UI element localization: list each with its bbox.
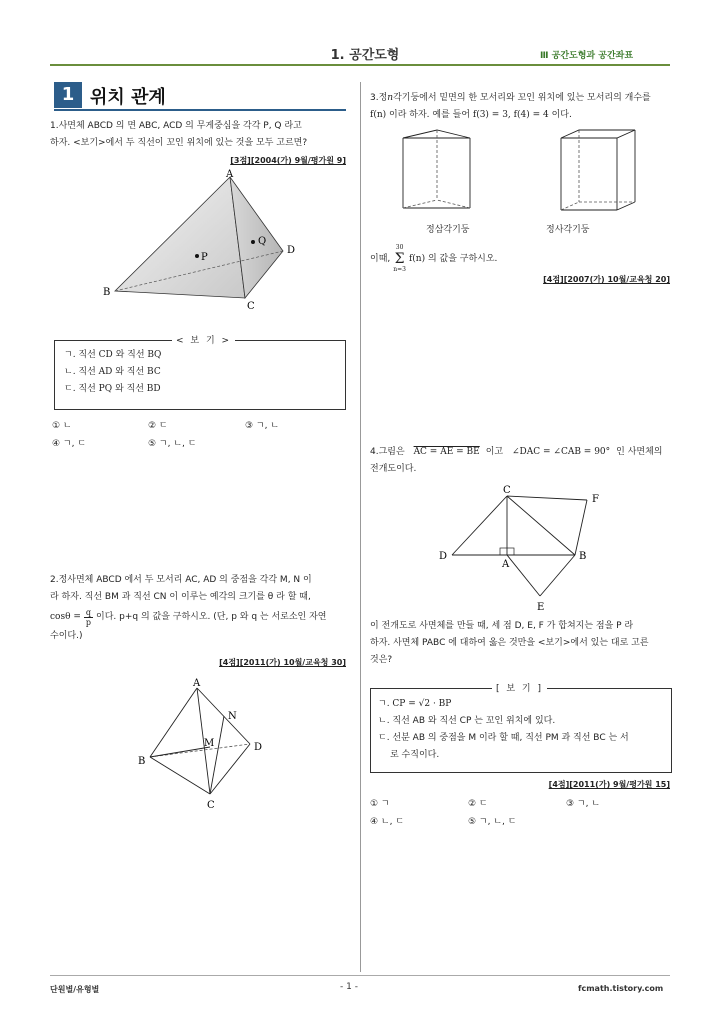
q4-number: 4. — [370, 447, 379, 457]
q3-text — [370, 90, 675, 124]
point-q — [251, 240, 255, 244]
q4-choice-5[interactable]: ⑤ ㄱ, ㄴ, ㄷ — [468, 817, 517, 827]
q1-number: 1. — [50, 121, 59, 131]
q4-choice-3[interactable]: ③ ㄱ, ㄴ — [566, 799, 601, 809]
q2-number: 2. — [50, 575, 59, 585]
page-header-title: 1. 공간도형 — [330, 48, 400, 63]
header-divider — [50, 64, 670, 66]
section-underline — [54, 109, 346, 111]
square-prism-figure — [555, 128, 655, 223]
segment-bm — [150, 747, 210, 757]
segment-cn — [210, 716, 224, 794]
q4-bogi-item-2: ㄴ. 직선 AB 와 직선 CP 는 꼬인 위치에 있다. — [378, 716, 556, 726]
q1-text — [50, 118, 350, 152]
q3-number: 3. — [370, 93, 379, 103]
page-number: - 1 - — [340, 982, 358, 992]
q1-tetrahedron-figure — [95, 165, 315, 315]
q1-bogi-item-1: ㄱ. 직선 CD 와 직선 BQ — [64, 350, 162, 360]
q1-line2: 하자. <보기>에서 두 직선이 꼬인 위치에 있는 것을 모두 고르면? — [50, 138, 308, 148]
q4-choice-4[interactable]: ④ ㄴ, ㄷ — [370, 817, 405, 827]
q3-sigma — [393, 244, 406, 274]
column-divider — [360, 82, 361, 972]
q1-choice-1[interactable]: ① ㄴ — [52, 421, 72, 431]
q3-sum-top: 30 — [395, 244, 404, 251]
q2-frac-den: p — [85, 617, 92, 627]
q2-tetrahedron-figure — [130, 672, 270, 817]
section-number-badge: 1 — [54, 82, 82, 108]
q4-bogi-title: [ 보 기 ] — [492, 681, 547, 694]
q4-line1c: 인 사면체의 — [616, 447, 663, 457]
label-c: C — [207, 800, 215, 811]
section-title: 위치 관계 — [90, 87, 166, 108]
q1-source: [3점][2004(가) 9월/평가원 9] — [230, 156, 346, 165]
label-a: A — [193, 678, 201, 689]
q4-source: [4점][2011(가) 9월/평가원 15] — [548, 780, 670, 789]
q3-line3b: f(n) 의 값을 구하시오. — [408, 253, 498, 264]
q1-choice-3[interactable]: ③ ㄱ, ㄴ — [245, 421, 280, 431]
sigma-symbol: Σ — [394, 251, 405, 267]
q4-text — [370, 444, 675, 478]
label-c: C — [503, 485, 511, 496]
q4-equation-2: ∠DAC = ∠CAB = 90° — [512, 447, 611, 457]
q3-source: [4점][2007(가) 10월/교육청 20] — [543, 275, 670, 284]
label-d: D — [287, 245, 296, 256]
q1-bogi-item-2: ㄴ. 직선 AD 와 직선 BC — [64, 367, 161, 377]
label-m: M — [204, 738, 215, 749]
q4-bogi-item-3-cont: 로 수직이다. — [390, 750, 440, 760]
q4-line3: 이 전개도로 사면체를 만들 때, 세 점 D, E, F 가 합쳐지는 점을 P 라 — [370, 621, 634, 631]
footer-url[interactable]: fcmath.tistory.com — [578, 984, 664, 993]
q4-line1a: 그림은 — [378, 447, 405, 457]
q3-n: n — [387, 93, 394, 103]
q4-equation-1: AC = AE = BE — [413, 447, 480, 457]
label-b: B — [138, 756, 146, 767]
q2-line2: 라 하자. 직선 BM 과 직선 CN 이 이루는 예각의 크기를 θ 라 할 때, — [50, 592, 311, 602]
label-e: E — [537, 602, 545, 613]
q2-frac-num: q — [85, 607, 92, 617]
q1-choice-4[interactable]: ④ ㄱ, ㄷ — [52, 439, 87, 449]
q2-line1: 정사면체 ABCD 에서 두 모서리 AC, AD 의 중점을 각각 M, N 이 — [58, 575, 312, 585]
label-f: F — [592, 494, 599, 505]
face-abc — [115, 177, 245, 298]
q2-line4: 수이다.) — [50, 631, 83, 641]
q4-line5: 것은? — [370, 655, 393, 665]
label-b: B — [103, 287, 111, 298]
q4-choice-2[interactable]: ② ㄷ — [468, 799, 488, 809]
q3-sum-bottom: n=3 — [393, 266, 406, 273]
q2-cos-theta: cosθ = — [50, 611, 81, 622]
q1-bogi-item-3: ㄷ. 직선 PQ 와 직선 BD — [64, 384, 161, 394]
q1-line1: 사면체 ABCD 의 면 ABC, ACD 의 무게중심을 각각 P, Q 라고 — [58, 121, 302, 131]
q1-bogi-items — [64, 347, 161, 398]
triangular-prism-figure — [395, 128, 495, 223]
q1-bogi-title: < 보 기 > — [172, 333, 235, 346]
label-n: N — [228, 711, 237, 722]
q3-line1a: 정 — [378, 93, 388, 103]
label-d: D — [254, 742, 263, 753]
label-b: B — [579, 551, 587, 562]
label-d: D — [439, 551, 448, 562]
label-c: C — [247, 301, 255, 312]
q4-line2: 전개도이다. — [370, 464, 417, 474]
q2-text — [50, 572, 350, 645]
fig-label-square: 정사각기둥 — [546, 225, 590, 235]
label-p: P — [201, 252, 208, 263]
q1-choice-2[interactable]: ② ㄷ — [148, 421, 168, 431]
label-a: A — [226, 169, 234, 180]
q4-line4: 하자. 사면체 PABC 에 대하여 옳은 것만을 <보기>에서 있는 대로 고른 — [370, 638, 649, 648]
q3-sum-line — [370, 244, 497, 274]
q2-fraction — [84, 608, 93, 627]
q3-line2: f(n) 이라 하자. 예를 들어 f(3) = 3, f(4) = 4 이다. — [370, 110, 572, 120]
footer-left: 단원별/유형별 — [50, 985, 100, 994]
q4-bogi-item-3: ㄷ. 선분 AB 의 중점을 M 이라 할 때, 직선 PM 과 직선 BC 는 서 — [378, 733, 629, 743]
label-a: A — [502, 559, 510, 570]
q2-line3: 이다. p+q 의 값을 구하시오. (단, p 와 q 는 서로소인 자연 — [96, 611, 327, 622]
label-q: Q — [258, 236, 267, 247]
q3-line1b: 각기둥에서 밑면의 한 모서리와 꼬인 위치에 있는 모서리의 개수를 — [393, 93, 651, 103]
q4-bogi-items — [378, 696, 668, 764]
footer-divider — [50, 975, 670, 976]
q3-line3a: 이때, — [370, 253, 391, 264]
q4-net-figure — [430, 484, 610, 614]
q4-text-2 — [370, 618, 675, 669]
fig-label-triangular: 정삼각기둥 — [426, 225, 470, 235]
q4-bogi-item-1: ㄱ. CP = √2 · BP — [378, 699, 452, 709]
point-p — [195, 254, 199, 258]
page-header-chapter: Ⅲ 공간도형과 공간좌표 — [540, 51, 634, 61]
q4-choice-1[interactable]: ① ㄱ — [370, 799, 390, 809]
q1-choice-5[interactable]: ⑤ ㄱ, ㄴ, ㄷ — [148, 439, 197, 449]
q2-source: [4점][2011(가) 10월/교육청 30] — [219, 658, 346, 667]
q4-line1b: 이고 — [485, 447, 504, 457]
